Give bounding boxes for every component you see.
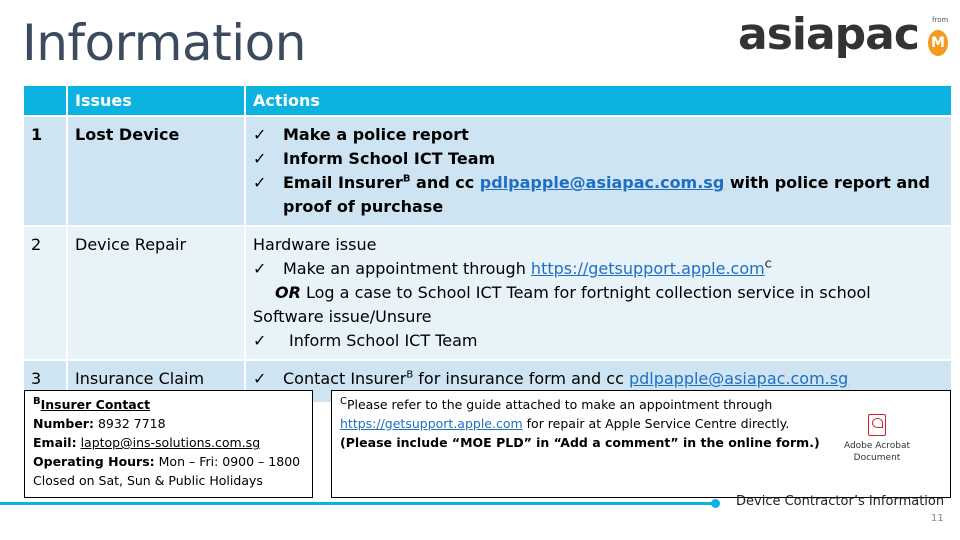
header-actions: Actions (245, 86, 951, 116)
footnote-marker: C (764, 259, 772, 271)
row-actions (245, 116, 951, 226)
insurer-closed: Closed on Sat, Sun & Public Holidays (33, 473, 263, 488)
row-number: 2 (24, 226, 67, 360)
check-icon: ✓ (253, 125, 267, 144)
apple-support-link[interactable]: https://getsupport.apple.com (340, 416, 523, 431)
action-text: Inform School ICT Team (283, 149, 496, 168)
row-number: 1 (24, 116, 67, 226)
footer-rule-dot (711, 499, 720, 508)
action-item (253, 257, 944, 281)
attachment-label-line2: Document (853, 453, 901, 463)
insurer-email (33, 433, 304, 452)
table-row (24, 226, 951, 360)
action-item (253, 147, 944, 171)
note-line-1 (340, 395, 942, 414)
issues-actions-table (24, 86, 951, 402)
apple-support-link[interactable]: https://getsupport.apple.com (530, 259, 765, 278)
table-header-row (24, 86, 951, 116)
action-text: Make a police report (283, 125, 469, 144)
action-text: Make an appointment through (283, 259, 531, 278)
row-number: 3 (24, 360, 67, 402)
note-text: for repair at Apple Service Centre directly. (522, 416, 790, 431)
hours-value: Mon – Fri: 0900 – 1800 (154, 454, 301, 469)
email-link[interactable]: pdlpapple@asiapac.com.sg (479, 173, 725, 192)
check-icon: ✓ (253, 331, 267, 350)
action-item (253, 123, 944, 147)
insurer-number (33, 414, 304, 433)
logo-wordmark: asiapac (738, 9, 919, 60)
check-icon: ✓ (253, 173, 267, 192)
action-text: Log a case to School ICT Team for fortnight collection service in school (300, 283, 871, 302)
logo-from-label: from (932, 16, 949, 24)
number-value: 8932 7718 (93, 416, 166, 431)
action-text-post: with police report and proof of purchase (283, 173, 930, 216)
page-number: 11 (931, 513, 944, 524)
footnote-marker: B (402, 173, 411, 185)
footnote-marker: B (406, 369, 414, 381)
action-item (253, 171, 944, 219)
or-label: OR (275, 283, 301, 302)
attachment-label-line1: Adobe Acrobat (843, 441, 911, 451)
footer-text: Device Contractor’s Information (736, 494, 945, 509)
hardware-heading: Hardware issue (253, 235, 377, 254)
insurer-email-link[interactable]: laptop@ins-solutions.com.sg (80, 435, 261, 450)
footer-rule (0, 502, 716, 505)
row-issue: Insurance Claim (67, 360, 245, 402)
table-row (24, 116, 951, 226)
hours-label: Operating Hours: (33, 454, 155, 469)
asiapac-logo (738, 9, 950, 62)
action-text-mid: for insurance form and cc (413, 369, 629, 388)
action-text: Contact Insurer (283, 369, 407, 388)
check-icon: ✓ (253, 259, 267, 278)
note-line-3: (Please include “MOE PLD” in “Add a comment” in the online form.) (340, 435, 820, 450)
check-icon: ✓ (253, 369, 267, 388)
action-text (283, 171, 944, 219)
action-item (253, 281, 944, 305)
number-label: Number: (33, 416, 94, 431)
action-text-pre: Email Insurer (283, 173, 403, 192)
insurer-hours (33, 452, 304, 471)
pdf-file-icon (868, 414, 886, 436)
email-link[interactable]: pdlpapple@asiapac.com.sg (628, 369, 849, 388)
insurer-heading-text: Insurer Contact (40, 397, 151, 412)
action-item (253, 367, 944, 391)
row-issue: Lost Device (67, 116, 245, 226)
action-text: Inform School ICT Team (289, 331, 478, 350)
action-text-mid: and cc (410, 173, 480, 192)
note-text: Please refer to the guide attached to make an appointment through (346, 397, 773, 412)
row-issue: Device Repair (67, 226, 245, 360)
header-number (24, 86, 67, 116)
header-issues: Issues (67, 86, 245, 116)
footnote-marker: C (340, 395, 347, 407)
check-icon: ✓ (253, 149, 267, 168)
software-heading: Software issue/Unsure (253, 307, 432, 326)
action-item (253, 329, 944, 353)
footnote-marker: B (33, 395, 41, 407)
insurer-heading (33, 395, 304, 414)
attachment-label (832, 440, 922, 464)
logo-m-icon: M (928, 30, 948, 56)
pdf-attachment[interactable] (832, 414, 922, 466)
email-label: Email: (33, 435, 77, 450)
insurer-contact-box (24, 390, 313, 498)
page-title: Information (22, 14, 306, 72)
row-actions (245, 226, 951, 360)
